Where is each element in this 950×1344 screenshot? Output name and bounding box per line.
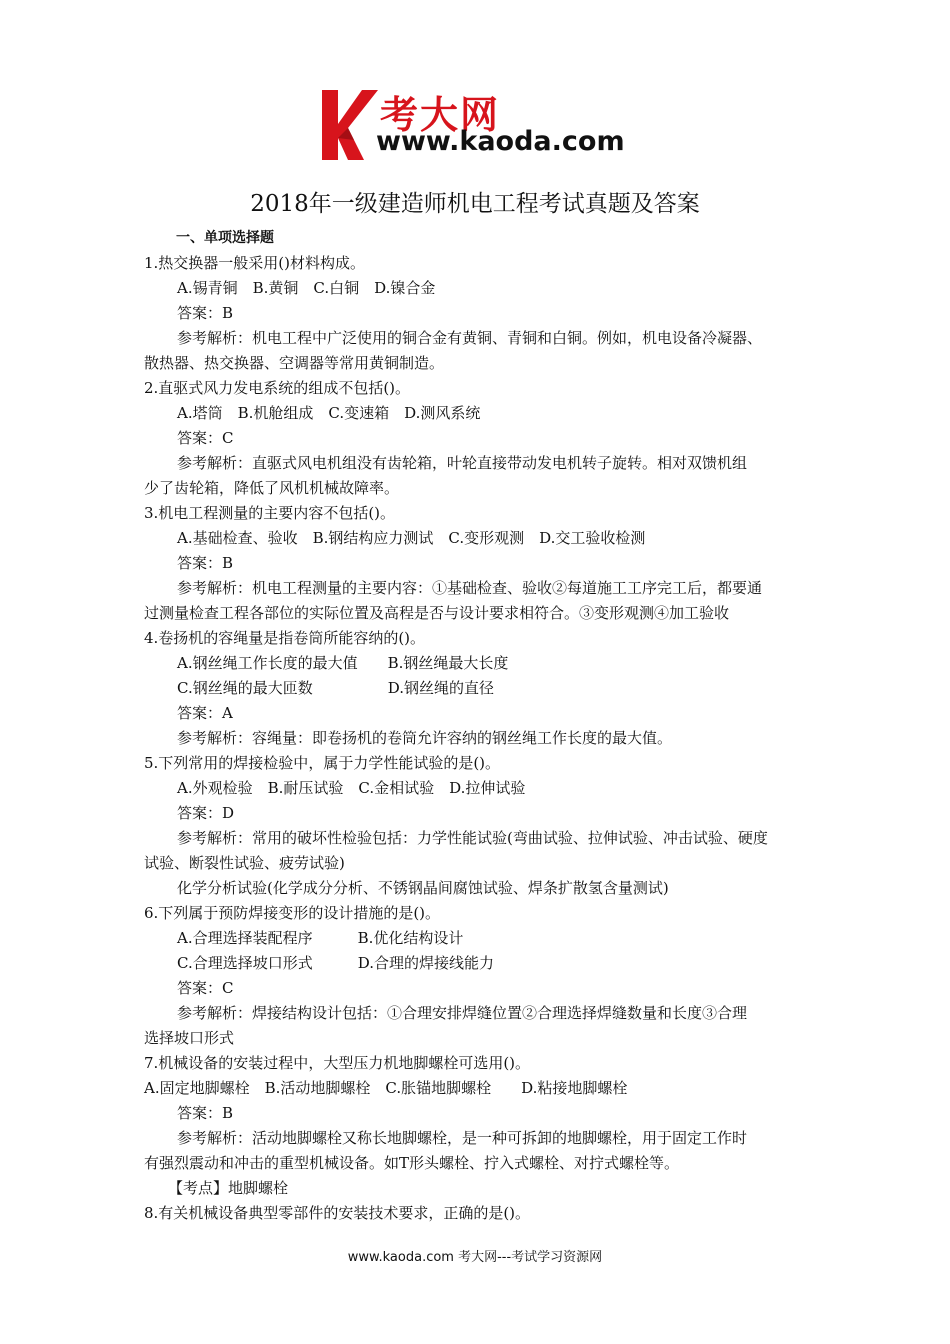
answer-line: 参考解析：焊接结构设计包括：①合理安排焊缝位置②合理选择焊缝数量和长度③合理	[177, 1004, 748, 1022]
continuation-line: 散热器、热交换器、空调器等常用黄铜制造。	[144, 354, 445, 372]
answer-line: A.锡青铜 B.黄铜 C.白铜 D.镍合金	[177, 279, 436, 297]
question-stem: 5.下列常用的焊接检验中，属于力学性能试验的是()。	[144, 754, 501, 772]
answer-line: 参考解析：活动地脚螺栓又称长地脚螺栓，是一种可拆卸的地脚螺栓，用于固定工作时	[177, 1129, 748, 1147]
question-stem: 8.有关机械设备典型零部件的安装技术要求，正确的是()。	[144, 1204, 531, 1222]
answer-line: 化学分析试验(化学成分分析、不锈钢晶间腐蚀试验、焊条扩散氢含量测试)	[177, 879, 669, 897]
continuation-line: 选择坡口形式	[144, 1029, 235, 1047]
answer-line: A.基础检查、验收 B.钢结构应力测试 C.变形观测 D.交工验收检测	[177, 529, 646, 547]
answer-line: 参考解析：直驱式风电机组没有齿轮箱，叶轮直接带动发电机转子旋转。相对双馈机组	[177, 454, 748, 472]
answer-line: 答案：D	[177, 804, 235, 822]
question-list	[144, 251, 814, 1226]
answer-line: A.塔筒 B.机舱组成 C.变速箱 D.测风系统	[177, 404, 481, 422]
document-title: 2018年一级建造师机电工程考试真题及答案	[250, 191, 700, 217]
answer-line: 答案：C	[177, 429, 234, 447]
question-stem: 6.下列属于预防焊接变形的设计措施的是()。	[144, 904, 441, 922]
answer-line: 参考解析：常用的破坏性检验包括：力学性能试验(弯曲试验、拉伸试验、冲击试验、硬度	[177, 829, 768, 847]
question-stem: 4.卷扬机的容绳量是指卷筒所能容纳的()。	[144, 629, 426, 647]
answer-line: A.合理选择装配程序 B.优化结构设计	[177, 929, 464, 947]
answer-line: 答案：B	[177, 554, 234, 572]
logo-chinese-name: 考大网	[380, 93, 501, 137]
key-point-line: 【考点】地脚螺栓	[168, 1179, 289, 1197]
answer-line: A.钢丝绳工作长度的最大值 B.钢丝绳最大长度	[177, 654, 509, 672]
logo-url: www.kaoda.com	[376, 126, 625, 157]
answer-line: C.钢丝绳的最大匝数 D.钢丝绳的直径	[177, 679, 494, 697]
continuation-line: 试验、断裂性试验、疲劳试验)	[144, 854, 345, 872]
question-stem: 7.机械设备的安装过程中，大型压力机地脚螺栓可选用()。	[144, 1054, 531, 1072]
answer-line: 答案：B	[177, 304, 234, 322]
continuation-line: A.固定地脚螺栓 B.活动地脚螺栓 C.胀锚地脚螺栓 D.粘接地脚螺栓	[144, 1079, 628, 1097]
answer-line: 答案：B	[177, 1104, 234, 1122]
document-body	[144, 226, 814, 1226]
answer-line: 答案：C	[177, 979, 234, 997]
answer-line: 参考解析：容绳量：即卷扬机的卷筒允许容纳的钢丝绳工作长度的最大值。	[177, 729, 673, 747]
site-logo	[318, 84, 648, 164]
answer-line: 参考解析：机电工程中广泛使用的铜合金有黄铜、青铜和白铜。例如，机电设备冷凝器、	[177, 329, 763, 347]
page-footer: www.kaoda.com 考大网---考试学习资源网	[347, 1250, 603, 1265]
answer-line: 答案：A	[177, 704, 233, 722]
continuation-line: 过测量检查工程各部位的实际位置及高程是否与设计要求相符合。③变形观测④加工验收	[144, 604, 730, 622]
question-stem: 3.机电工程测量的主要内容不包括()。	[144, 504, 396, 522]
continuation-line: 少了齿轮箱，降低了风机机械故障率。	[144, 479, 400, 497]
answer-line: 参考解析：机电工程测量的主要内容：①基础检查、验收②每道施工工序完工后，都要通	[177, 579, 763, 597]
answer-line: C.合理选择坡口形式 D.合理的焊接线能力	[177, 954, 494, 972]
answer-line: A.外观检验 B.耐压试验 C.金相试验 D.拉伸试验	[177, 779, 526, 797]
continuation-line: 有强烈震动和冲击的重型机械设备。如T形头螺栓、拧入式螺栓、对拧式螺栓等。	[144, 1154, 680, 1172]
k-logo-icon	[318, 84, 380, 162]
section-heading: 一、单项选择题	[176, 230, 274, 246]
question-stem: 2.直驱式风力发电系统的组成不包括()。	[144, 379, 411, 397]
question-stem: 1.热交换器一般采用()材料构成。	[144, 254, 366, 272]
